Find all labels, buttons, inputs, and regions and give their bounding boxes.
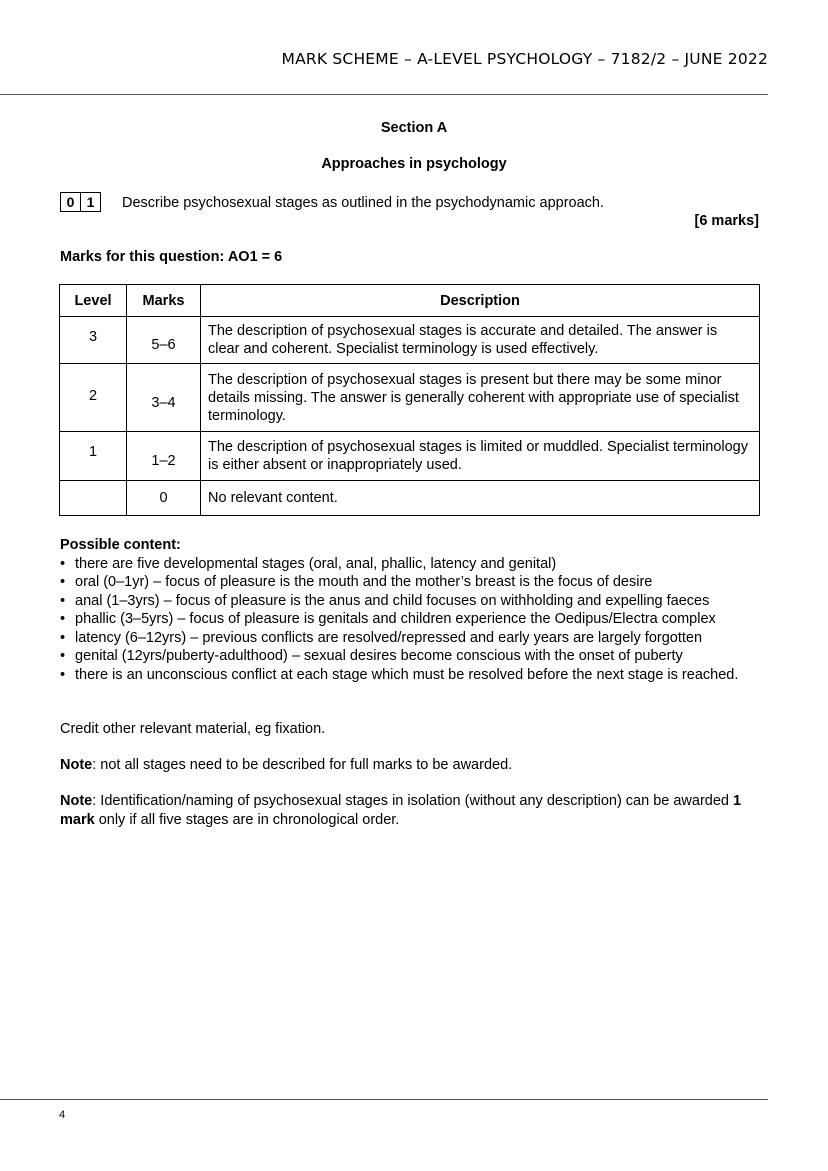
- marks-cell: 1–2: [127, 432, 201, 481]
- levels-table: [59, 284, 760, 516]
- description-cell: The description of psychosexual stages is present but there may be some minor details missing. The answer is generally coherent with appropriate use of specialist terminology.: [201, 364, 760, 432]
- section-heading: Section A: [380, 120, 448, 136]
- marks-cell: 0: [127, 481, 201, 516]
- note-label: Note: [60, 793, 93, 809]
- list-item: • oral (0–1yr) – focus of pleasure is the mouth and the mother’s breast is the focus of desire: [60, 573, 772, 592]
- description-cell: The description of psychosexual stages is accurate and detailed. The answer is clear and coherent. Specialist terminology is used effectively.: [201, 317, 760, 364]
- possible-content-list: [60, 555, 772, 685]
- question-text: Describe psychosexual stages as outlined in the psychodynamic approach.: [122, 195, 604, 211]
- possible-content: [60, 536, 772, 684]
- header-title: MARK SCHEME – A-LEVEL PSYCHOLOGY – 7182/2 – JUNE 2022: [281, 50, 768, 68]
- note-label: Note: [60, 757, 93, 773]
- note-text: : Identification/naming of psychosexual stages in isolation (without any description) can be awarded: [92, 793, 734, 809]
- question-number-digit: 0: [60, 192, 81, 212]
- assessment-objective-line: Marks for this question: AO1 = 6: [60, 249, 283, 265]
- marks-cell: 5–6: [127, 317, 201, 364]
- question-number: [60, 192, 101, 212]
- possible-content-title: Possible content:: [60, 537, 181, 553]
- marks-cell: 3–4: [127, 364, 201, 432]
- level-cell: [60, 481, 127, 516]
- table-row: [60, 432, 760, 481]
- table-row: [60, 317, 760, 364]
- note-bold-marks: 1 mark: [60, 793, 742, 828]
- question-number-digit: 1: [81, 192, 101, 212]
- level-cell: 2: [60, 364, 127, 432]
- topic-heading: Approaches in psychology: [321, 156, 507, 172]
- question-marks: [6 marks]: [694, 213, 759, 229]
- table-header-row: [60, 285, 760, 317]
- list-item: • latency (6–12yrs) – previous conflicts are resolved/repressed and early years are largely forgotten: [60, 629, 772, 648]
- level-cell: 3: [60, 317, 127, 364]
- level-cell: 1: [60, 432, 127, 481]
- header-rule: [0, 94, 768, 95]
- note-text: : not all stages need to be described for full marks to be awarded.: [92, 757, 513, 773]
- note-identification: [60, 792, 772, 829]
- list-item: • genital (12yrs/puberty-adulthood) – sexual desires become conscious with the onset of puberty: [60, 647, 772, 666]
- list-item: • there are five developmental stages (oral, anal, phallic, latency and genital): [60, 555, 772, 574]
- description-cell: The description of psychosexual stages is limited or muddled. Specialist terminology is either absent or inappropriately used.: [201, 432, 760, 481]
- table-row: [60, 481, 760, 516]
- credit-note: Credit other relevant material, eg fixation.: [60, 721, 326, 737]
- note-tail: only if all five stages are in chronological order.: [94, 811, 400, 828]
- list-item: • phallic (3–5yrs) – focus of pleasure is genitals and children experience the Oedipus/Electra complex: [60, 610, 772, 629]
- column-header-marks: Marks: [127, 285, 201, 317]
- list-item: • anal (1–3yrs) – focus of pleasure is the anus and child focuses on withholding and expelling faeces: [60, 592, 772, 611]
- description-cell: No relevant content.: [201, 481, 760, 516]
- list-item: • there is an unconscious conflict at each stage which must be resolved before the next stage is reached.: [60, 666, 772, 685]
- table-row: [60, 364, 760, 432]
- column-header-description: Description: [201, 285, 760, 317]
- column-header-level: Level: [60, 285, 127, 317]
- footer-rule: [0, 1099, 768, 1100]
- page-number: 4: [59, 1109, 66, 1121]
- note-stages: [60, 756, 772, 775]
